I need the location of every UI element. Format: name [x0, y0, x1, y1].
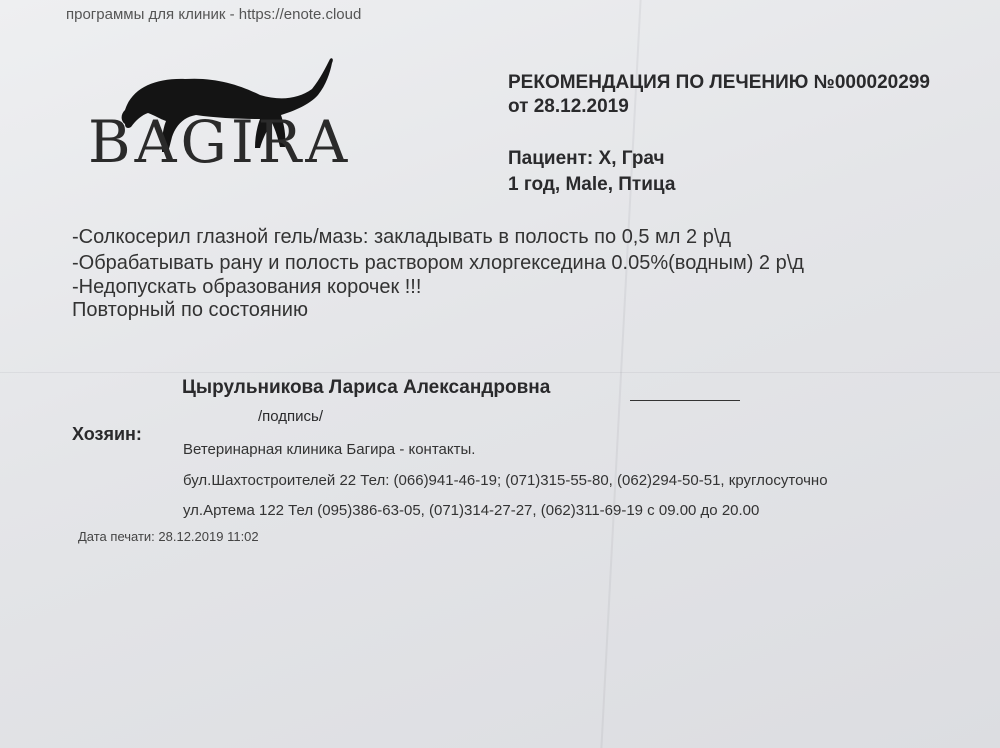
paper-fold	[0, 372, 1000, 373]
owner-label: Хозяин:	[72, 424, 142, 444]
signature-line	[630, 400, 740, 401]
contacts-line: ул.Артема 122 Тел (095)386-63-05, (071)314-27-27, (062)311-69-19 с 09.00 до 20.00	[183, 502, 760, 519]
recommendation-item: -Обрабатывать рану и полость раствором хлоргекседина 0.05%(водным) 2 р\д	[72, 252, 804, 274]
logo-text: BAGIRA	[88, 108, 352, 176]
signature-label: /подпись/	[258, 408, 324, 425]
header-link: программы для клиник - https://enote.cloud	[66, 6, 362, 23]
document-date: от 28.12.2019	[508, 96, 629, 117]
print-date: Дата печати: 28.12.2019 11:02	[78, 529, 259, 544]
recommendation-item: -Солкосерил глазной гель/мазь: закладывать в полость по 0,5 мл 2 р\д	[72, 226, 732, 248]
recommendation-item: -Недопускать образования корочек !!!	[72, 276, 422, 298]
contacts-line: Ветеринарная клиника Багира - контакты.	[183, 441, 476, 458]
document-title: РЕКОМЕНДАЦИЯ ПО ЛЕЧЕНИЮ №000020299	[508, 72, 930, 93]
patient-info: 1 год, Male, Птица	[508, 174, 676, 195]
contacts-line: бул.Шахтостроителей 22 Тел: (066)941-46-19; (071)315-55-80, (062)294-50-51, круглосуточно	[183, 472, 828, 489]
patient-name: Пациент: Х, Грач	[508, 148, 665, 169]
recommendation-item: Повторный по состоянию	[72, 299, 308, 321]
doctor-name: Цырульникова Лариса Александровна	[182, 377, 551, 398]
